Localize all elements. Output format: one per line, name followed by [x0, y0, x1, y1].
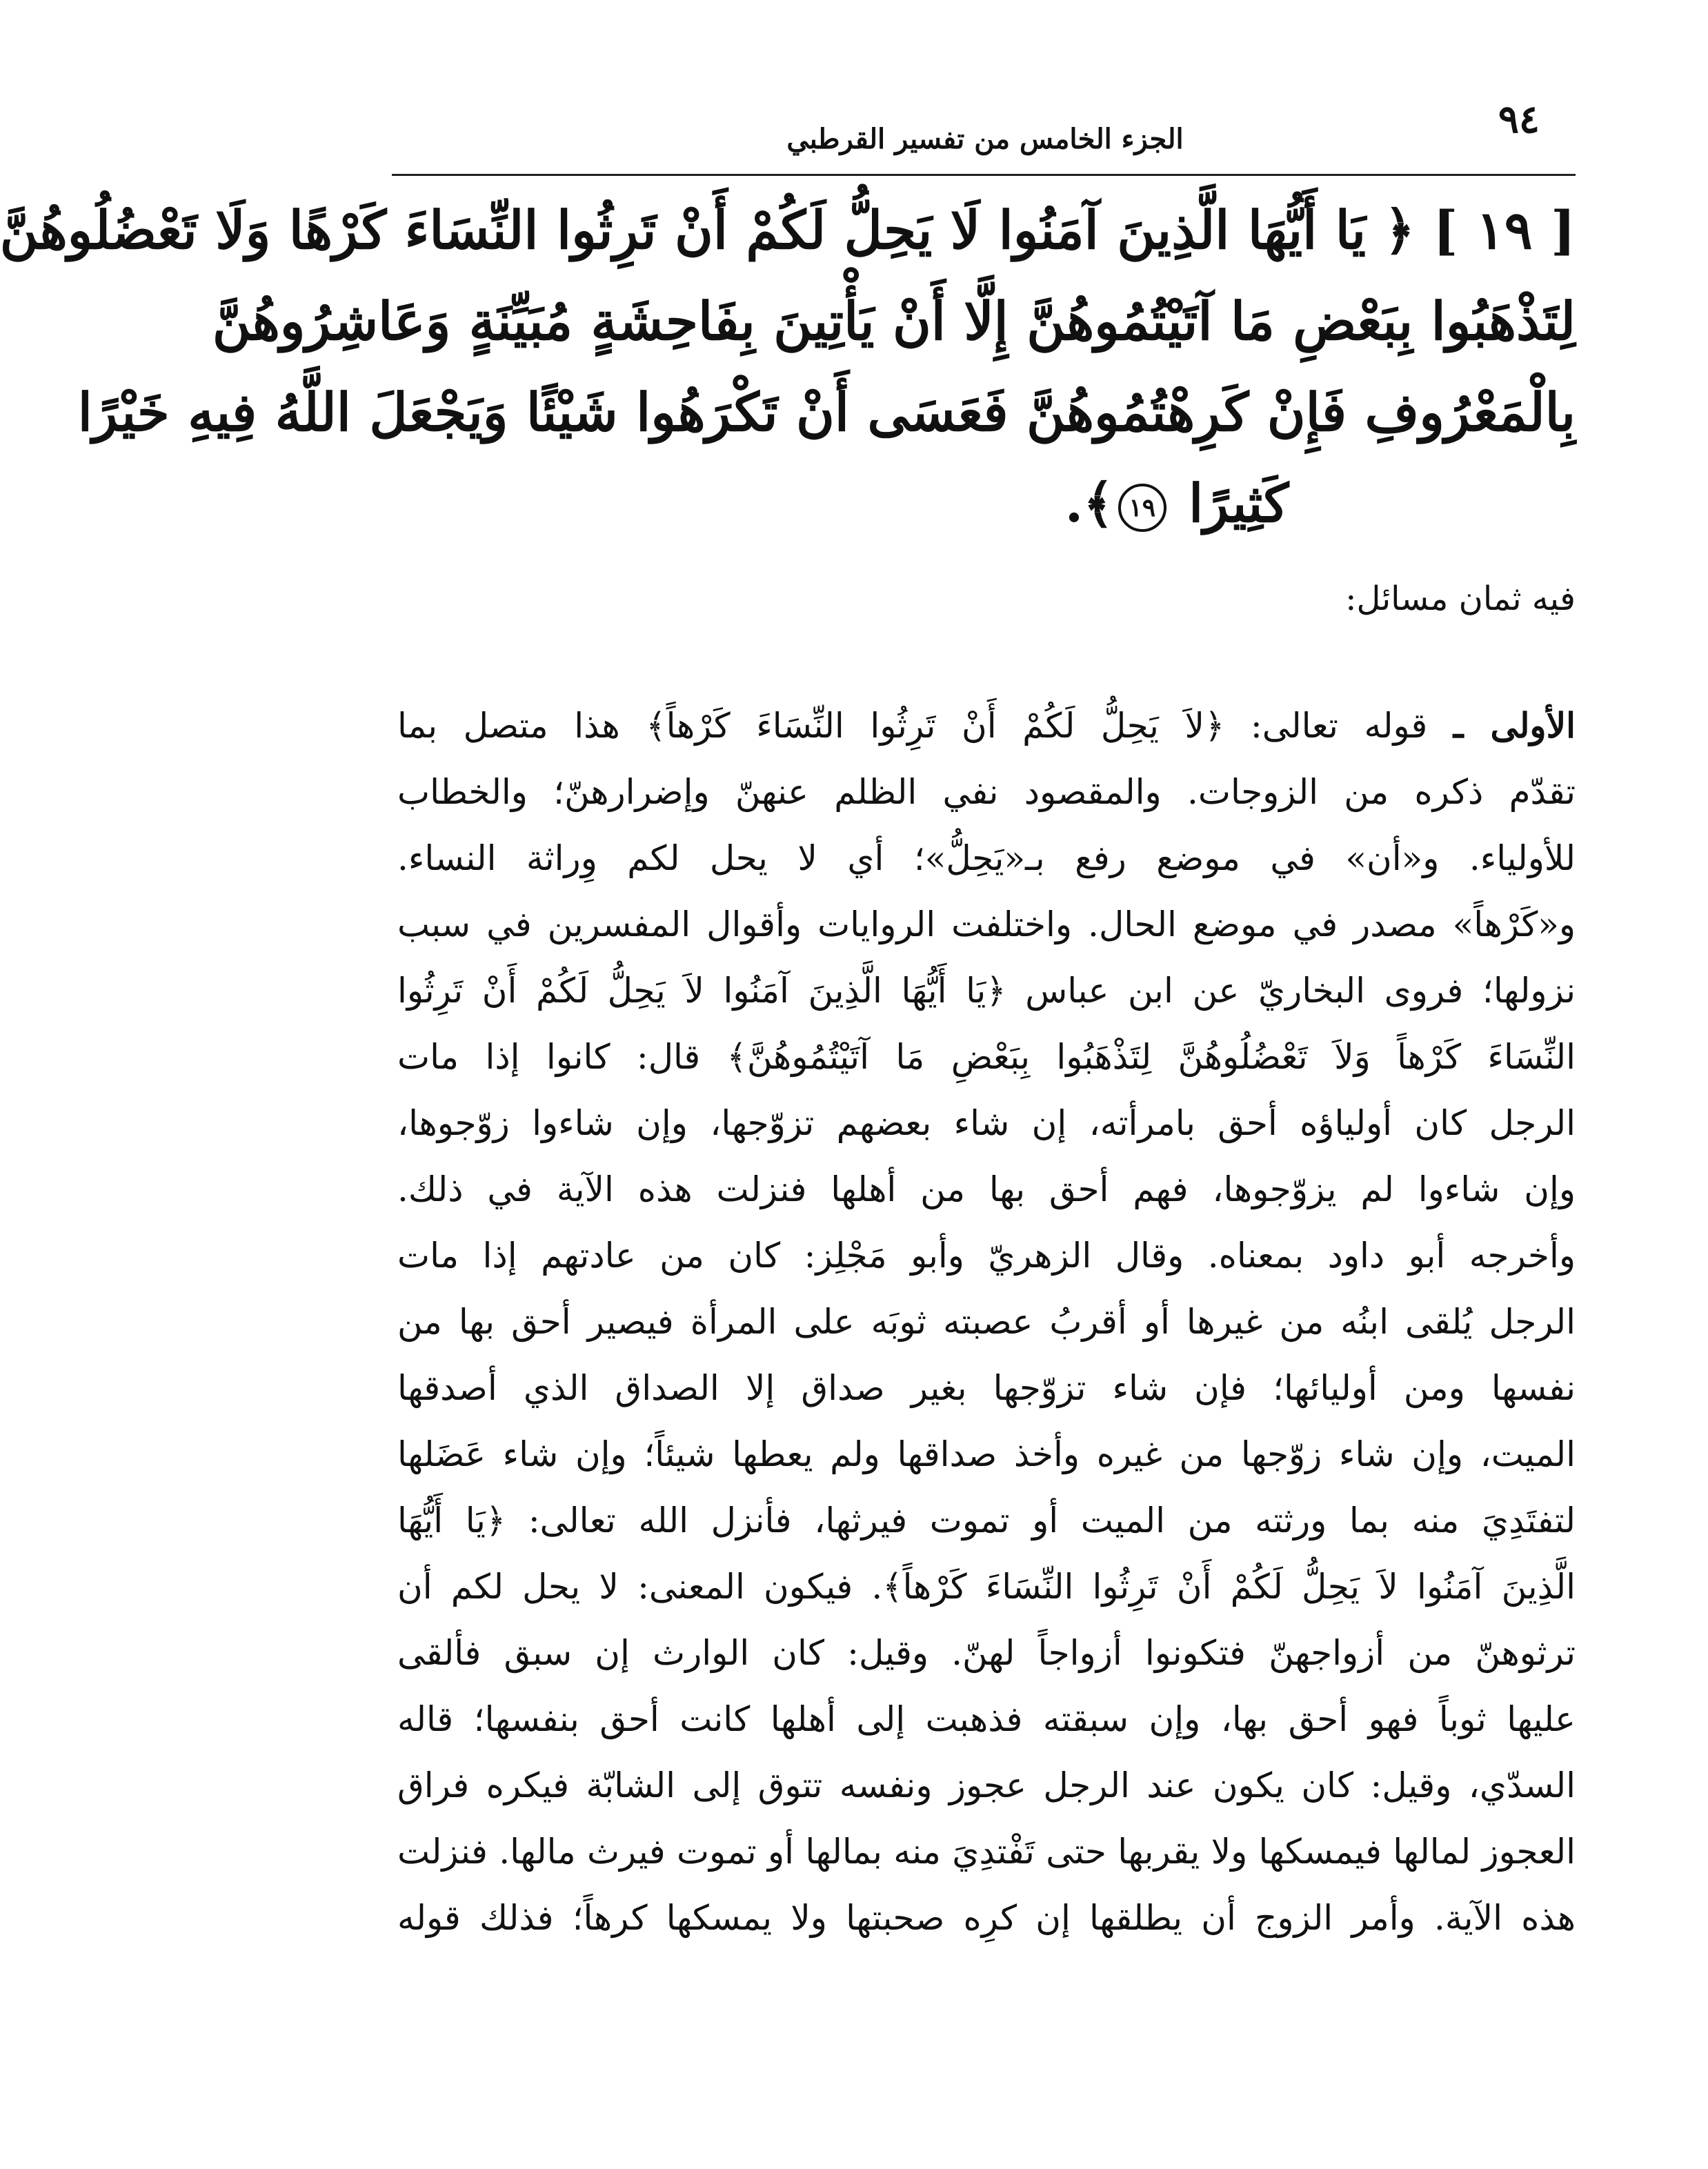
- body-line: السدّي، وقيل: كان يكون عند الرجل عجوز ونفسه تتوق إلى الشابّة فيكره فراق: [397, 1765, 1576, 1805]
- page-number: ٩٤: [1498, 97, 1540, 142]
- body-line: و«كَرْهاً» مصدر في موضع الحال. واختلفت الروايات وأقوال المفسرين في سبب: [397, 904, 1576, 944]
- body-line: لتفتَدِيَ منه بما ورثته من الميت أو تموت فيرثها، فأنزل الله تعالى: ﴿يَا أَيُّهَا: [397, 1501, 1576, 1541]
- verse-label: [ ١٩ ]: [1433, 199, 1576, 261]
- body-line: تقدّم ذكره من الزوجات. والمقصود نفي الظلم عنهنّ وإضرارهنّ؛ والخطاب: [397, 772, 1576, 812]
- lead-label: الأولى ـ: [1453, 705, 1576, 746]
- body-line: الميت، وإن شاء زوّجها من غيره وأخذ صداقها ولم يعطها شيئاً؛ وإن شاء عَضَلها: [397, 1434, 1576, 1474]
- body-line: نفسها ومن أوليائها؛ فإن شاء تزوّجها بغير صداق إلا الصداق الذي أصدقها: [397, 1368, 1576, 1408]
- verse-block: [0, 185, 1576, 549]
- commentary-body: [397, 693, 1576, 1951]
- verse-line: بِالْمَعْرُوفِ فَإِنْ كَرِهْتُمُوهُنَّ فَعَسَى أَنْ تَكْرَهُوا شَيْئًا وَيَجْعَلَ اللَّهُ فِيهِ خَيْرًا: [77, 382, 1576, 443]
- verse-line: لِتَذْهَبُوا بِبَعْضِ مَا آتَيْتُمُوهُنَّ إِلَّا أَنْ يَأْتِينَ بِفَاحِشَةٍ مُبَيِّنَةٍ وَعَاشِرُوهُنَّ: [212, 290, 1576, 352]
- body-line: الَّذِينَ آمَنُوا لاَ يَحِلُّ لَكُمْ أَنْ تَرِثُوا النِّسَاءَ كَرْهاً﴾. فيكون المعنى: لا يحل لكم أن: [397, 1567, 1576, 1607]
- body-line: ترثوهنّ من أزواجهنّ فتكونوا أزواجاً لهنّ. وقيل: كان الوارث إن سبق فألقى: [397, 1633, 1576, 1673]
- masail-heading: فيه ثمان مسائل:: [1345, 580, 1576, 618]
- body-line: وإن شاءوا لم يزوّجوها، فهم أحق بها من أهلها فنزلت هذه الآية في ذلك.: [397, 1169, 1576, 1209]
- body-line: الرجل يُلقى ابنُه من غيرها أو أقربُ عصبته ثوبَه على المرأة فيصير أحق بها من: [397, 1302, 1576, 1342]
- header-rule: [392, 174, 1576, 176]
- verse-line: [0, 185, 1576, 276]
- body-line: [397, 693, 1576, 759]
- verse-end-marker: ١٩: [1118, 484, 1166, 532]
- body-line: العجوز لمالها فيمسكها ولا يقربها حتى تَفْتدِيَ منه بمالها أو تموت فيرث مالها. فنزلت: [397, 1832, 1576, 1872]
- body-line: نزولها؛ فروى البخاريّ عن ابن عباس ﴿يَا أَيُّهَا الَّذِينَ آمَنُوا لاَ يَحِلُّ لَكُمْ أَنْ تَرِثُوا: [397, 971, 1576, 1011]
- body-line: عليها ثوباً فهو أحق بها، وإن سبقته فذهبت إلى أهلها كانت أحق بنفسها؛ قاله: [397, 1699, 1576, 1739]
- verse-text: ﴿ يَا أَيُّهَا الَّذِينَ آمَنُوا لَا يَحِلُّ لَكُمْ أَنْ تَرِثُوا النِّسَاءَ كَرْهًا وَلَا تَعْضُلُوهُنَّ: [0, 199, 1416, 261]
- verse-line: [392, 458, 1576, 549]
- body-line: للأولياء. و«أن» في موضع رفع بـ«يَحِلُّ»؛ أي لا يحل لكم وِراثة النساء.: [397, 838, 1576, 878]
- running-title: الجزء الخامس من تفسير القرطبي: [786, 123, 1184, 155]
- body-line: وأخرجه أبو داود بمعناه. وقال الزهريّ وأبو مَجْلِز: كان من عادتهم إذا مات: [397, 1236, 1576, 1276]
- verse-close: ﴾.: [1064, 473, 1114, 534]
- body-line: هذه الآية. وأمر الزوج أن يطلقها إن كرِه صحبتها ولا يمسكها كرهاً؛ فذلك قوله: [397, 1898, 1576, 1938]
- verse-text: كَثِيرًا: [1189, 473, 1289, 534]
- body-line-text: قوله تعالى: ﴿لاَ يَحِلُّ لَكُمْ أَنْ تَرِثُوا النِّسَاءَ كَرْهاً﴾ هذا متصل بما: [397, 706, 1428, 746]
- body-line: النِّسَاءَ كَرْهاً وَلاَ تَعْضُلُوهُنَّ لِتَذْهَبُوا بِبَعْضِ مَا آتَيْتُمُوهُنَّ﴾ قال: كانوا إذا مات: [397, 1037, 1576, 1077]
- body-line: الرجل كان أولياؤه أحق بامرأته، إن شاء بعضهم تزوّجها، وإن شاءوا زوّجوها،: [397, 1103, 1576, 1143]
